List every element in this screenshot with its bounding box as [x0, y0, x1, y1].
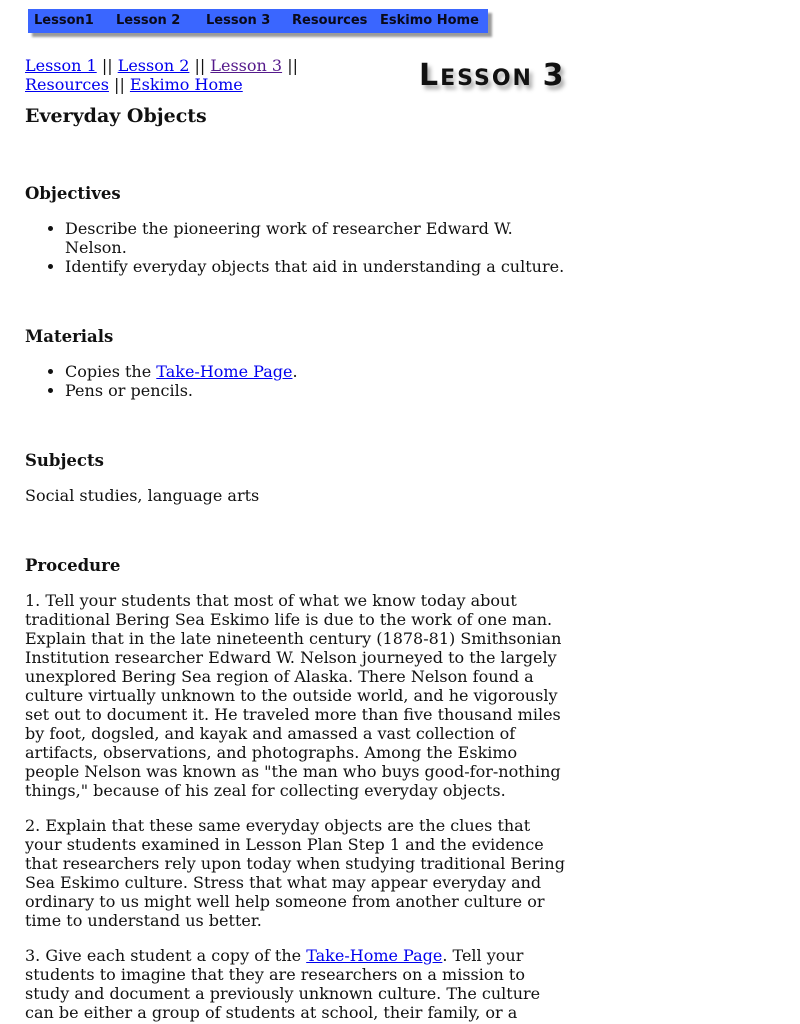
procedure-step-1: 1. Tell your students that most of what we know today about traditional Bering Sea Eskimo life is due to the work of one man. Explain that in the late nineteenth century (1878-81) Smithsonian Institution researcher Edward W. Nelson journeyed to the largely unexplored Bering Sea region of Alaska. There Nelson found a culture virtually unknown to the outside world, and he vigorously set out to document it. He traveled more than five thousand miles by foot, dogsled, and kayak and amassed a vast collection of artifacts, observations, and photographs. Among the Eskimo people Nelson was known as "the man who buys good-for-nothing things," because of his zeal for collecting everyday objects. [25, 591, 562, 800]
nav-eskimo-home[interactable]: Eskimo Home [380, 13, 479, 28]
text: . Tell your students to imagine that they are researchers on a mission to study and document a previously unknown culture. The culture can be either a group of students at school, their family, or a [25, 946, 541, 1022]
list-item [65, 362, 570, 381]
take-home-page-link[interactable]: Take-Home Page [156, 362, 293, 381]
separator: || [101, 56, 113, 75]
procedure-step-3 [25, 946, 570, 1022]
link-lesson-3[interactable]: Lesson 3 [210, 56, 283, 75]
take-home-page-link-2[interactable]: Take-Home Page [306, 946, 443, 965]
list-item: • Pens or pencils. [65, 381, 570, 400]
link-lesson-1[interactable]: Lesson 1 [25, 56, 97, 75]
main-content [25, 56, 570, 1022]
list-item: • Describe the pioneering work of researcher Edward W. Nelson. [65, 219, 570, 257]
text: 3. Give each student a copy of the [25, 946, 307, 965]
page-title: Everyday Objects [25, 105, 207, 127]
nav-lesson-3[interactable]: Lesson 3 [206, 13, 271, 28]
lesson-title-rest: ESSON [440, 66, 533, 91]
link-resources[interactable]: Resources [25, 75, 109, 94]
nav-resources[interactable]: Resources [292, 13, 368, 28]
materials-heading: Materials [25, 327, 114, 346]
nav-lesson-1[interactable]: Lesson1 [34, 13, 94, 28]
nav-lesson-2[interactable]: Lesson 2 [116, 13, 181, 28]
lesson-title-initial: L [419, 58, 441, 93]
procedure-heading: Procedure [25, 556, 121, 575]
separator: || [194, 56, 206, 75]
objectives-heading: Objectives [25, 184, 121, 203]
image-navbar [28, 9, 488, 33]
link-eskimo-home[interactable]: Eskimo Home [129, 75, 243, 94]
text: Copies the [65, 362, 157, 381]
text: . [292, 362, 298, 381]
separator: || [114, 75, 125, 94]
breadcrumb [25, 56, 570, 94]
subjects-heading: Subjects [25, 451, 104, 470]
list-item: • Identify everyday objects that aid in understanding a culture. [65, 257, 570, 276]
subjects-text: Social studies, language arts [25, 486, 260, 505]
materials-list [25, 362, 570, 400]
lesson-title-number: 3 [542, 58, 566, 93]
objectives-list [25, 219, 570, 276]
link-lesson-2[interactable]: Lesson 2 [117, 56, 190, 75]
procedure-step-2: 2. Explain that these same everyday objects are the clues that your students examined in Lesson Plan Step 1 and the evidence that researchers rely upon today when studying traditional Bering Sea Eskimo culture. Stress that what may appear everyday and ordinary to us might well help someone from another culture or time to understand us better. [25, 816, 565, 930]
navbar [28, 9, 488, 33]
separator: || [287, 56, 298, 75]
